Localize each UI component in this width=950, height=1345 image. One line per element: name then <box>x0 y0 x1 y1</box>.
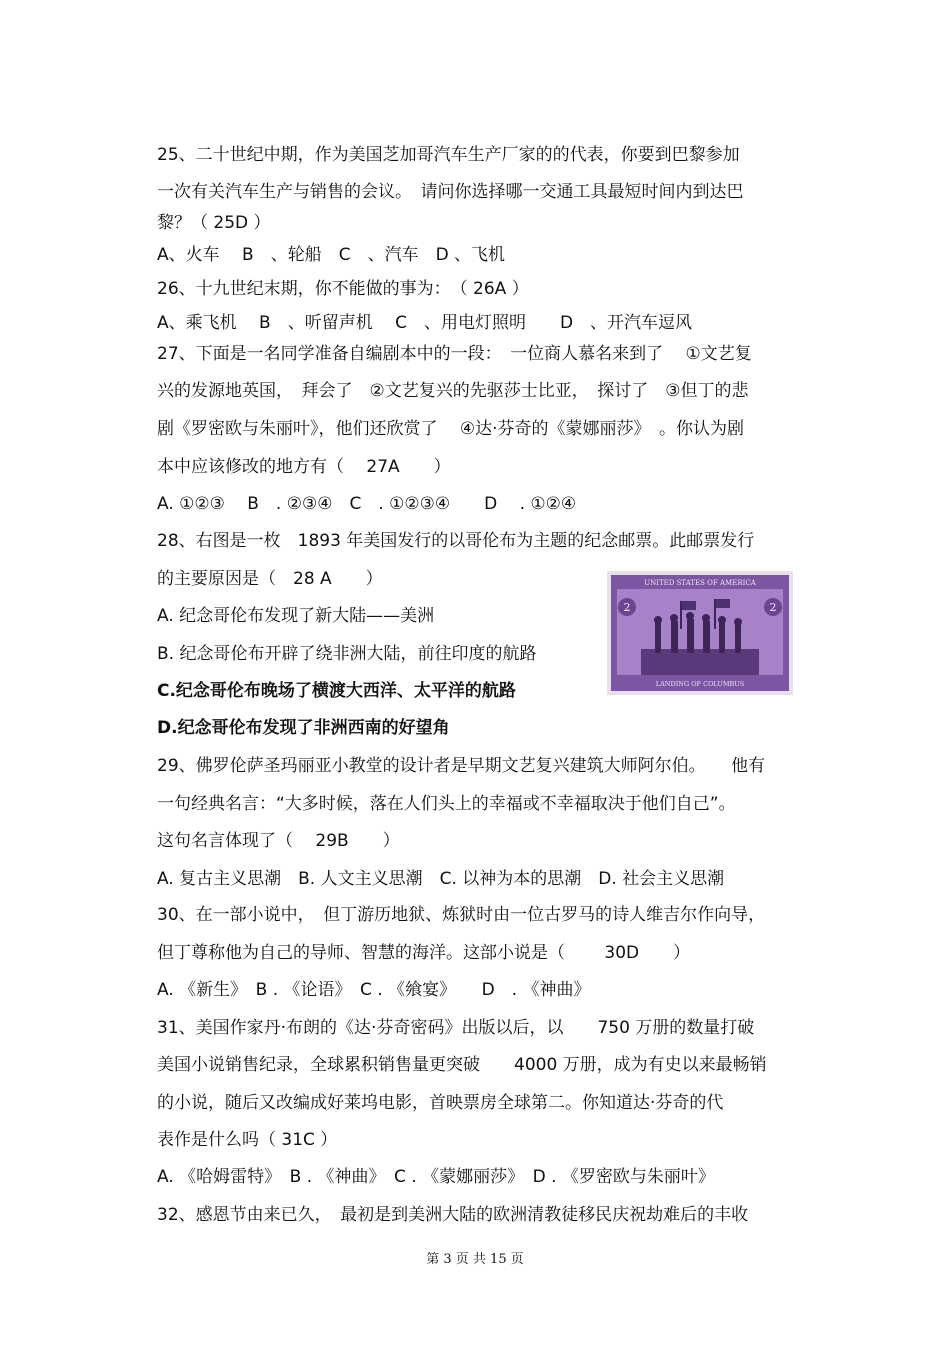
text-line-5: 26、十九世纪末期，你不能做的事为： （ 26A ） <box>157 279 529 299</box>
text-line-1: 25、二十世纪中期，作为美国芝加哥汽车生产厂家的的代表，你要到巴黎参加 <box>157 145 740 165</box>
text-line-25: 31、美国作家丹·布朗的《达·芬奇密码》出版以后，以 750 万册的数量打破 <box>157 1018 755 1038</box>
text-line-12: 28、右图是一枚 1893 年美国发行的以哥伦布为主题的纪念邮票。此邮票发行 <box>157 531 755 551</box>
stamp-top-text: UNITED STATES OF AMERICA <box>644 579 756 587</box>
text-line-11: A. ①②③ B . ②③④ C . ①②③④ D . ①②④ <box>157 494 577 514</box>
text-line-9: 剧《罗密欧与朱丽叶》，他们还欣赏了 ④达·芬奇的《蒙娜丽莎》 。你认为剧 <box>157 419 745 439</box>
text-line-3: 黎？（ 25D ） <box>157 213 271 233</box>
text-line-19: 一句经典名言：“大多时候，落在人们头上的幸福或不幸福取决于他们自己”。 <box>157 794 736 814</box>
text-line-22: 30、在一部小说中， 但丁游历地狱、炼狱时由一位古罗马的诗人维吉尔作向导， <box>157 905 766 925</box>
page-number-footer: 第 3 页 共 15 页 <box>426 1252 524 1267</box>
text-line-28: 表作是什么吗（ 31C ） <box>157 1130 338 1150</box>
option-d-line: D.纪念哥伦布发现了非洲西南的好望角 <box>157 718 450 738</box>
option-a-line: A. 纪念哥伦布发现了新大陆——美洲 <box>157 606 435 626</box>
text-line-2: 一次有关汽车生产与销售的会议。 请问你选择哪一交通工具最短时间内到达巴 <box>157 182 744 202</box>
stamp-denomination-left: 2 <box>623 601 631 614</box>
text-line-13: 的主要原因是（ 28 A ） <box>157 569 383 589</box>
text-line-30: 32、感恩节由来已久， 最初是到美洲大陆的欧洲清教徒移民庆祝劫难后的丰收 <box>157 1205 749 1225</box>
text-line-6: A、乘飞机 B 、听留声机 C 、用电灯照明 D 、开汽车逗风 <box>157 313 693 333</box>
text-line-4: A、火车 B 、轮船 C 、汽车 D 、飞机 <box>157 245 506 265</box>
option-c-line: C.纪念哥伦布晚场了横渡大西洋、太平洋的航路 <box>157 681 516 701</box>
text-line-7: 27、下面是一名同学准备自编剧本中的一段： 一位商人慕名来到了 ①文艺复 <box>157 344 752 364</box>
text-line-10: 本中应该修改的地方有（ 27A ） <box>157 457 451 477</box>
columbus-stamp-image <box>607 571 793 695</box>
stamp-denomination-right: 2 <box>769 601 777 614</box>
text-line-29: A. 《哈姆雷特》 B . 《神曲》 C . 《蒙娜丽莎》 D . 《罗密欧与朱丽叶》 <box>157 1167 715 1187</box>
text-line-20: 这句名言体现了（ 29B ） <box>157 831 400 851</box>
text-line-21: A. 复古主义思潮 B. 人文主义思潮 C. 以神为本的思潮 D. 社会主义思潮 <box>157 869 725 889</box>
text-line-8: 兴的发源地英国， 拜会了 ②文艺复兴的先驱莎士比亚， 探讨了 ③但丁的悲 <box>157 381 749 401</box>
stamp-bottom-text: LANDING OF COLUMBUS <box>655 680 745 688</box>
option-b-line: B. 纪念哥伦布开辟了绕非洲大陆，前往印度的航路 <box>157 644 537 664</box>
text-line-18: 29、佛罗伦萨圣玛丽亚小教堂的设计者是早期文艺复兴建筑大师阿尔伯。 他有 <box>157 756 766 776</box>
text-line-26: 美国小说销售纪录，全球累积销售量更突破 4000 万册，成为有史以来最畅销 <box>157 1055 767 1075</box>
text-line-24: A. 《新生》 B . 《论语》 C . 《飨宴》 D . 《神曲》 <box>157 980 591 1000</box>
text-line-23: 但丁尊称他为自己的导师、智慧的海洋。这部小说是（ 30D ） <box>157 943 691 963</box>
text-line-27: 的小说，随后又改编成好莱坞电影，首映票房全球第二。你知道达·芬奇的代 <box>157 1093 724 1113</box>
